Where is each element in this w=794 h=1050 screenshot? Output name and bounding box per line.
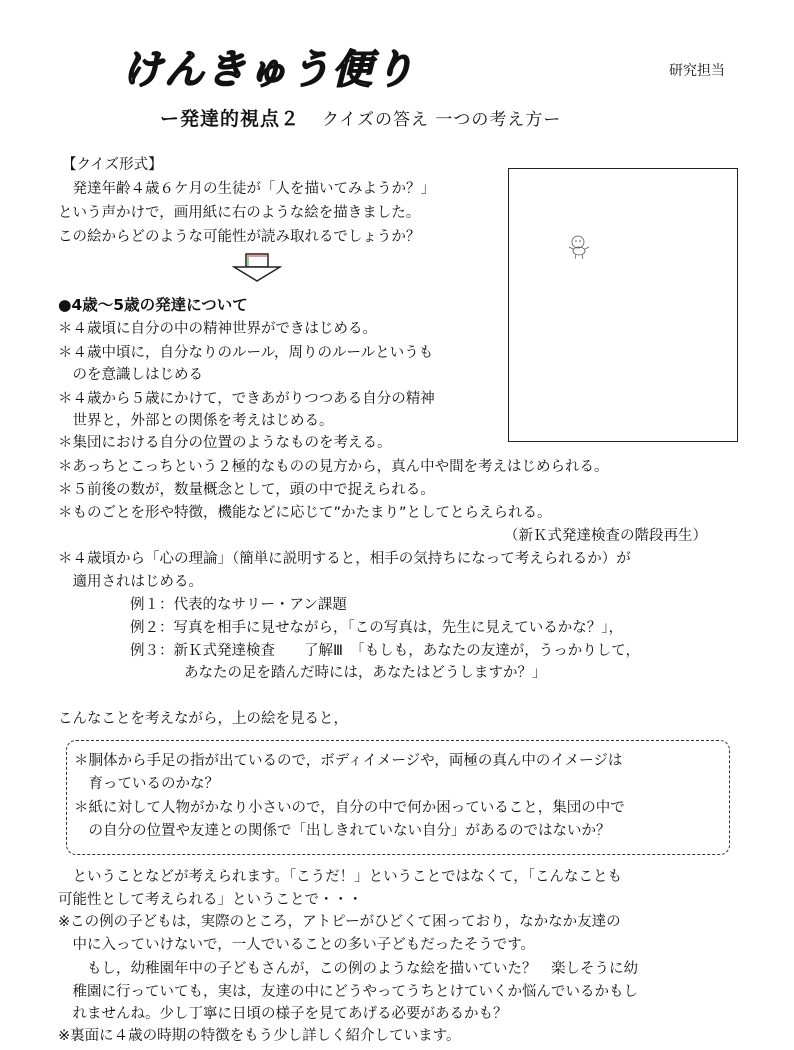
conclusion-line: ということなどが考えられます。「こうだ！」ということではなくて，「こんなことも — [58, 869, 623, 885]
development-source: （新Ｋ式発達検査の階段再生） — [504, 528, 707, 544]
title-main: ー発達的視点２ — [160, 108, 301, 130]
conclusion-line: 可能性として考えられる」ということで・・・ — [58, 892, 363, 908]
development-line: のを意識しはじめる — [58, 367, 203, 383]
observation-line: の自分の位置や友達との関係で「出しきれていない自分」があるのではないか？ — [74, 823, 611, 839]
page-title — [160, 104, 561, 131]
conclusion-line: れませんね。少し丁寧に日頃の様子を見てあげる必要があるかも？ — [58, 1006, 508, 1022]
development-line: ＊あっちとこっちという２極的なものの見方から，真ん中や間を考えはじめられる。 — [58, 459, 609, 475]
observation-line: ＊胴体から手足の指が出ているので，ボディイメージや，両極の真ん中のイメージは — [74, 753, 623, 769]
stick-figure-drawing-icon — [567, 233, 593, 261]
consider-intro: こんなことを考えながら，上の絵を見ると， — [58, 711, 348, 727]
child-drawing-frame — [508, 168, 738, 442]
development-line: ＊４歳から５歳にかけて，できあがりつつある自分の精神 — [58, 391, 435, 407]
development-line: 世界と，外部との関係を考えはじめる。 — [58, 413, 334, 429]
department-label: 研究担当 — [669, 63, 725, 79]
newsletter-logo — [118, 38, 538, 93]
quiz-line: という声かけで，画用紙に右のような絵を描きました。 — [58, 205, 421, 221]
conclusion-line: ※この例の子どもは，実際のところ，アトピーがひどくて困っており，なかなか友達の — [58, 914, 621, 930]
conclusion-line: ※裏面に４歳の時期の特徴をもう少し詳しく紹介しています。 — [58, 1028, 461, 1044]
logo-text: けんきゅう便り — [122, 47, 416, 93]
example-item: あなたの足を踏んだ時には，あなたはどうしますか？」 — [184, 665, 547, 681]
development-line: ＊集団における自分の位置のようなものを考える。 — [58, 435, 392, 451]
example-item: 例１：代表的なサリー・アン課題 — [130, 597, 347, 613]
conclusion-line: 稚園に行っていても，実は，友達の中にどうやってうちとけていくか悩んでいるかもし — [58, 984, 638, 1000]
development-heading: ●4歳～5歳の発達について — [58, 296, 248, 314]
title-sub: クイズの答え 一つの考え方ー — [322, 110, 562, 130]
theory-line: 適用されはじめる。 — [58, 574, 203, 590]
quiz-line: 発達年齢４歳６ケ月の生徒が「人を描いてみようか？」 — [58, 181, 435, 197]
quiz-line: この絵からどのような可能性が読み取れるでしょうか？ — [58, 229, 421, 245]
development-line: ＊５前後の数が，数量概念として，頭の中で捉えられる。 — [58, 482, 435, 498]
development-line: ＊ものごとを形や特徴，機能などに応じて”かたまり”としてとらえられる。 — [58, 505, 552, 521]
conclusion-line: 中に入っていけないで，一人でいることの多い子どもだったそうです。 — [58, 937, 536, 953]
conclusion-line: もし，幼稚園年中の子どもさんが，この例のような絵を描いていた？ 楽しそうに幼 — [58, 961, 638, 977]
theory-line: ＊４歳頃から「心の理論」（簡単に説明すると，相手の気持ちになって考えられるか）が — [58, 551, 631, 567]
development-line: ＊４歳頃に自分の中の精神世界ができはじめる。 — [58, 321, 377, 337]
example-item: 例３：新Ｋ式発達検査 了解Ⅲ 「もしも，あなたの友達が，うっかりして， — [130, 643, 640, 659]
down-arrow-icon — [232, 253, 282, 283]
observation-line: 育っているのかな？ — [74, 776, 219, 792]
observation-line: ＊紙に対して人物がかなり小さいので，自分の中で何か困っていること，集団の中で — [74, 800, 625, 816]
example-item: 例２：写真を相手に見せながら，「この写真は，先生に見えているかな？」， — [130, 620, 623, 636]
quiz-heading: 【クイズ形式】 — [62, 157, 163, 173]
development-line: ＊４歳中頃に，自分なりのルール，周りのルールというも — [58, 345, 434, 361]
